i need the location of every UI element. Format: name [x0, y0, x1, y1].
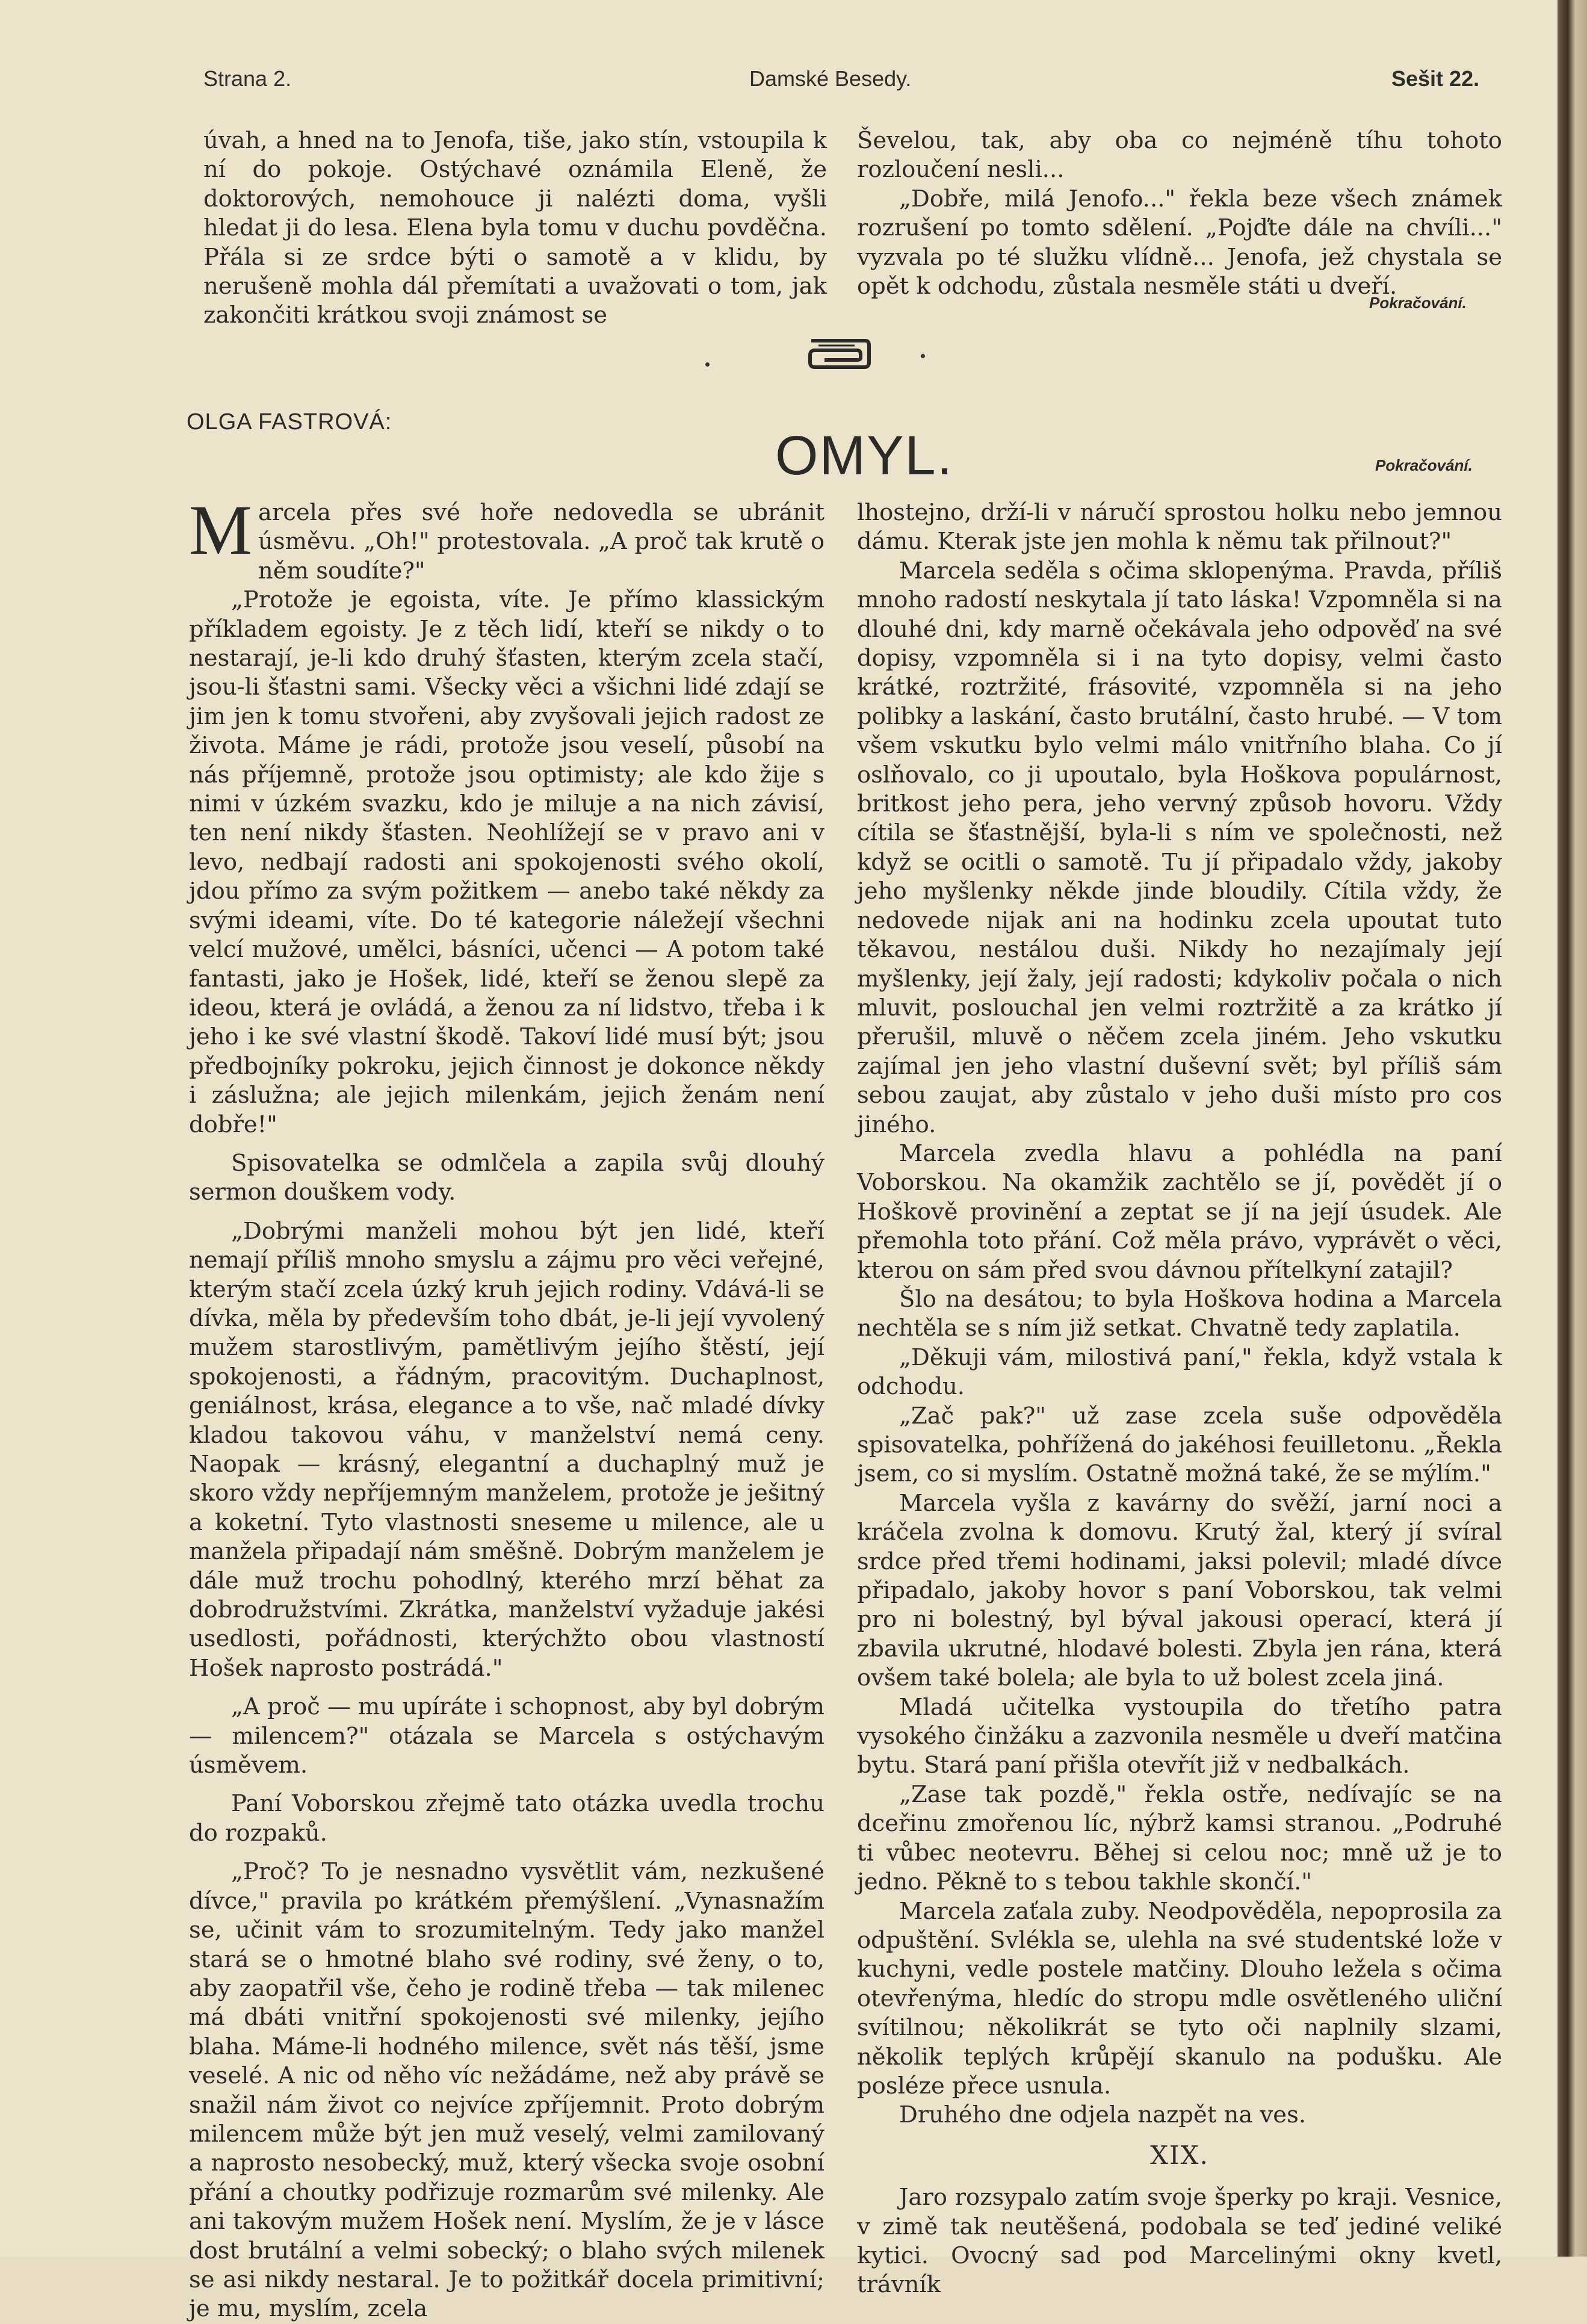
- paragraph: Paní Voborskou zřejmě tato otázka uvedla trochu do rozpaků.: [189, 1790, 824, 1847]
- paragraph: „Zač pak?" už zase zcela suše odpověděla spisovatelka, pohřížená do jakéhosi feuilletonu. „Řekla jsem, co si myslím. Ostatně možná také, že se mýlím.": [857, 1402, 1502, 1488]
- article-right-column: [857, 498, 1502, 2300]
- paragraph: Marcela seděla s očima sklopenýma. Pravda, příliš mnoho radostí neskytala jí tato láska! Vzpomněla si na dlouhé dni, kdy marně očekávala jeho odpověď na své dopisy, vzpomněla si i na tyto dopisy, velmi často krátké, roztržité, frásovité, vzpomněla si na jeho polibky a laskání, často brutální, často hrubé. — V tom všem vskutku bylo velmi málo vnitřního blaha. Co jí oslňovalo, co ji upoutalo, byla Hoškova populárnost, britkost jeho pera, jeho vervný způsob hovoru. Vždy cítila se šťastnější, byla-li s ním ve společnosti, než když se ocitli o samotě. Tu jí připadalo vždy, jakoby jeho myšlenky někde jinde bloudily. Cítila vždy, že nedovede nijak ani na hodinku zcela upoutat tuto těkavou, nestálou duši. Nikdy ho nezajímaly její myšlenky, její žaly, její radosti; kdykoliv počala o nich mluvit, poslouchal jen velmi roztržitě a za krátko jí přerušil, mluvě o něčem zcela jiném. Jeho vskutku zajímal jen jeho vlastní duševní svět; byl příliš sám sebou zaujat, aby zůstalo v jeho duši místo pro cos jiného.: [857, 557, 1502, 1138]
- paragraph: „Dobrými manželi mohou být jen lidé, kteří nemají příliš mnoho smyslu a zájmu pro věci veřejné, kterým stačí zcela úzký kruh jejich rodiny. Vdává-li se dívka, měla by především toho dbát, je-li její vyvolený mužem starostlivým, pamětlivým jejího štěstí, její spokojenosti, a řádným, pracovitým. Duchaplnost, geniálnost, krása, elegance a to vše, nač mladé dívky kladou takovou váhu, v manželství nemá ceny. Naopak — krásný, elegantní a duchaplný muž je skoro vždy nepříjemným manželem, protože je ješitný a koketní. Tyto vlastnosti sneseme u milence, ale u manžela připadají nám směšně. Dobrým manželem je dále muž trochu pohodlný, kterého mrzí běhat za dobrodružstvími. Zkrátka, manželství vyžaduje jakési usedlosti, pořádnosti, kterýchžto obou vlastností Hošek naprosto postrádá.": [189, 1217, 824, 1682]
- paragraph: „Proč? To je nesnadno vysvětlit vám, nezkušené dívce," pravila po krátkém přemýšlení. „Vynasnažím se, učinit vám to srozumitelným. Tedy jako manžel stará se o hmotné blaho své rodiny, své ženy, o to, aby zaopatřil vše, čeho je rodině třeba — tak milenec má dbáti vnitřní spokojenosti své milenky, jejího blaha. Máme-li hodného milence, svět nás těší, jsme veselé. A nic od něho víc nežádáme, než aby právě se snažil nám život co nejvíce zpříjemnit. Proto dobrým milencem může být jen muž veselý, velmi zamilovaný a naprosto nesobecký, muž, který všecka svoje osobní přání a choutky podřizuje rozmarům své milenky. Ale ani takovým mužem Hošek není. Myslím, že je v lásce dost brutální a velmi sobecký; o blaho svých milenek se asi nikdy nestaral. Je to požitkář docela primitivní; je mu, myslím, zcela: [189, 1858, 824, 2323]
- ornament-dot: [705, 362, 710, 367]
- paragraph: Jaro rozsypalo zatím svoje šperky po kraji. Vesnice, v zimě tak neutěšená, podobala se teď jediné veliké kytici. Ovocný sad pod Marcelinými okny kvetl, trávník: [857, 2184, 1502, 2299]
- paragraph: Šlo na desátou; to byla Hoškova hodina a Marcela nechtěla se s ním již setkat. Chvatně tedy zaplatila.: [857, 1285, 1502, 1342]
- issue-number: Sešit 22.: [1391, 66, 1480, 91]
- ornament-dot: [921, 354, 925, 358]
- paragraph: Ševelou, tak, aby oba co nejméně tíhu tohoto rozloučení nesli...: [857, 127, 1502, 184]
- running-header: [0, 60, 1558, 96]
- page-edge-shadow: [1558, 0, 1587, 2257]
- paragraph: úvah, a hned na to Jenofa, tiše, jako stín, vstoupila k ní do pokoje. Ostýchavé oznámila Eleně, že doktorových, nemohouce ji nalézti doma, vyšli hledat ji do lesa. Elena byla tomu v duchu povděčna. Přála si ze srdce býti o samotě a v klidu, by nerušeně mohla dál přemítati a uvažovati o tom, jak zakončiti krátkou svoji známost se: [203, 127, 827, 329]
- paragraph: „Dobře, milá Jenofo..." řekla beze všech známek rozrušení po tomto sdělení. „Pojďte dále na chvíli..." vyzvala po té služku vlídně... Jenofa, jež chystala se opět k odchodu, zůstala nesměle státi u dveří.: [857, 185, 1502, 300]
- paragraph: Spisovatelka se odmlčela a zapila svůj dlouhý sermon douškem vody.: [189, 1149, 824, 1206]
- paragraph: Marcela přes své hoře nedovedla se ubránit úsměvu. „Oh!" protestovala. „A proč tak krutě o něm soudíte?": [189, 491, 824, 584]
- paragraph: Marcela zvedla hlavu a pohlédla na paní Voborskou. Na okamžik zachtělo se jí, povědět jí o Hoškově provinění a zeptat se jí na její úsudek. Ale přemohla toto přání. Což měla právo, vyprávět o věci, kterou on sám před svou dávnou přítelkyní zatajil?: [857, 1139, 1502, 1284]
- paragraph: lhostejno, drží-li v náručí sprostou holku nebo jemnou dámu. Kterak jste jen mohla k němu tak přilnout?": [857, 499, 1502, 556]
- continued-note: Pokračování.: [1369, 294, 1467, 312]
- top-story-right-column: [857, 126, 1502, 301]
- article-left-column: [189, 491, 824, 2324]
- magazine-title: Damské Besedy.: [749, 66, 912, 91]
- paragraph: „Děkuji vám, milostivá paní," řekla, když vstala k odchodu.: [857, 1343, 1502, 1401]
- paragraph: Marcela vyšla z kavárny do svěží, jarní noci a kráčela zvolna k domovu. Krutý žal, který jí svíral srdce před třemi hodinami, jaksi polevil; mladé dívce připadalo, jakoby hovor s paní Voborskou, tak velmi pro ni bolestný, byl býval jakousi operací, která jí zbavila ukrutné, hlodavé bolesti. Zbyla jen rána, která ovšem také bolela; ale byla to už bolest zcela jiná.: [857, 1489, 1502, 1692]
- paragraph: „Protože je egoista, víte. Je přímo klassickým příkladem egoisty. Je z těch lidí, kteří se nikdy o to nestarají, je-li kdo druhý šťasten, kterým zcela stačí, jsou-li šťastni sami. Všecky věci a všichni lidé zdají se jim jen k tomu stvořeni, aby zvyšovali jejich radost ze života. Máme je rádi, protože jsou veselí, působí na nás příjemně, protože jsou optimisty; ale kdo žije s nimi v úzkém svazku, kdo je miluje a na nich závisí, ten není nikdy šťasten. Neohlížejí se v pravo ani v levo, nedbají radosti ani spokojenosti svého okolí, jdou přímo za svým požitkem — anebo také někdy za svými ideami, víte. Do té kategorie náležejí všechni velcí mužové, umělci, básníci, učenci — A potom také fantasti, jako je Hošek, lidé, kteří se ženou slepě za ideou, která je ovládá, a ženou za ní lidstvo, třeba i k jeho i ke své vlastní škodě. Takoví lidé musí být; jsou předbojníky pokroku, jejich činnost je dokonce někdy i záslužna; ale jejich milenkám, jejich ženám není dobře!": [189, 586, 824, 1138]
- paragraph: „Zase tak pozdě," řekla ostře, nedívajíc se na dceřinu zmořenou líc, nýbrž kamsi stranou. „Podruhé ti vůbec neotevru. Běhej si celou noc; mně už je to jedno. Pěkně to s tebou takhle skončí.": [857, 1780, 1502, 1896]
- continued-note: Pokračování.: [1375, 456, 1473, 474]
- chapter-heading: XIX.: [1150, 2140, 1209, 2170]
- paragraph: Mladá učitelka vystoupila do třetího patra vysokého činžáku a zazvonila nesměle u dveří matčina bytu. Stará paní přišla otevřít již v nedbalkách.: [857, 1693, 1502, 1779]
- paragraph: „A proč — mu upíráte i schopnost, aby byl dobrým — milencem?" otázala se Marcela s ostýchavým úsměvem.: [189, 1693, 824, 1779]
- article-author: OLGA FASTROVÁ:: [187, 409, 392, 435]
- article-title: OMYL.: [775, 425, 954, 486]
- page-number: Strana 2.: [203, 66, 292, 91]
- paragraph: Druhého dne odjela nazpět na ves.: [899, 2101, 1307, 2129]
- ornament-icon: [806, 337, 871, 371]
- drop-cap: M: [189, 491, 252, 569]
- paragraph: Marcela zaťala zuby. Neodpověděla, nepoprosila za odpuštění. Svlékla se, ulehla na své studentské lože v kuchyni, vedle postele matčiny. Dlouho ležela s očima otevřenýma, hledíc do stropu mdle osvětleného uliční svítilnou; několikrát se tyto oči naplnily slzami, několik teplých krůpějí skanulo na podušku. Ale posléze přece usnula.: [857, 1897, 1502, 2099]
- top-story-left-column: [203, 126, 827, 330]
